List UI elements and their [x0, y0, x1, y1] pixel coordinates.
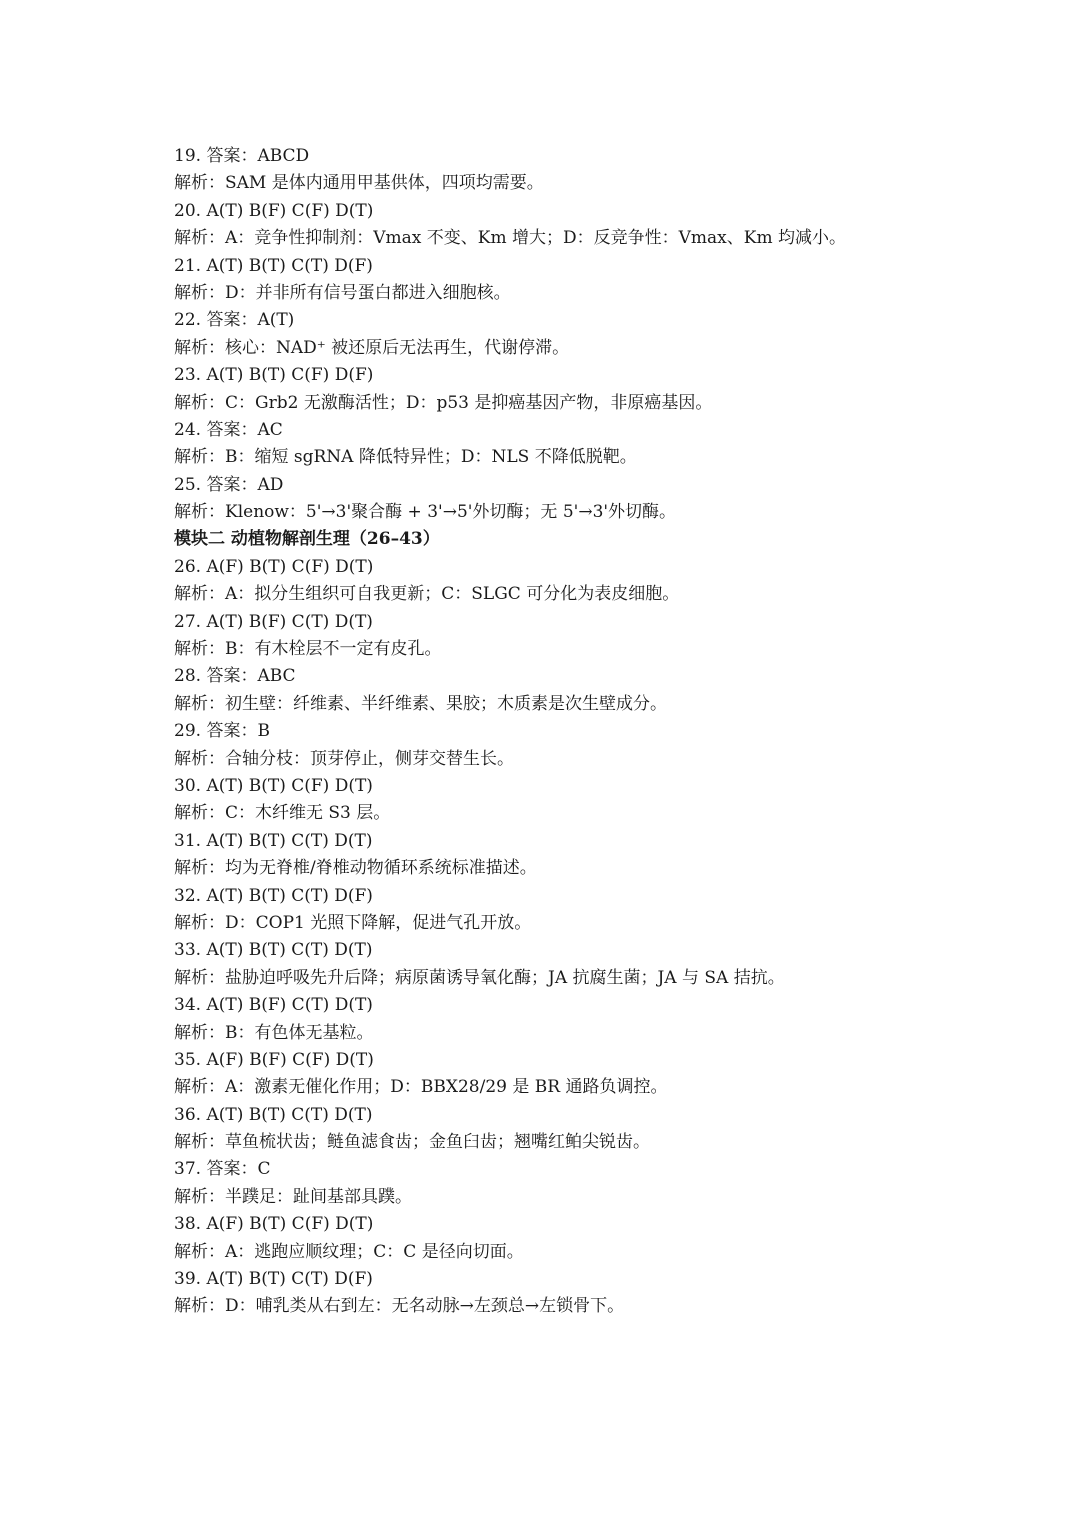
explanation-line: 解析：C：木纤维无 S3 层。	[174, 803, 391, 824]
answer-line: 29. 答案：B	[174, 721, 270, 742]
answer-line: 28. 答案：ABC	[174, 666, 296, 687]
explanation-line: 解析：初生壁：纤维素、半纤维素、果胶；木质素是次生壁成分。	[174, 693, 667, 714]
explanation-line: 解析：SAM 是体内通用甲基供体，四项均需要。	[174, 173, 544, 194]
explanation-line: 解析：B：缩短 sgRNA 降低特异性；D：NLS 不降低脱靶。	[174, 447, 637, 468]
answer-line: 37. 答案：C	[174, 1159, 271, 1180]
answer-line: 26. A(F) B(T) C(F) D(T)	[174, 556, 374, 577]
section-heading: 模块二 动植物解剖生理（26–43）	[174, 529, 440, 550]
answer-line: 31. A(T) B(T) C(T) D(T)	[174, 830, 373, 851]
answer-line: 39. A(T) B(T) C(T) D(F)	[174, 1269, 373, 1290]
explanation-line: 解析：B：有色体无基粒。	[174, 1022, 374, 1043]
answer-line: 32. A(T) B(T) C(T) D(F)	[174, 885, 373, 906]
answer-line: 30. A(T) B(T) C(F) D(T)	[174, 775, 373, 796]
answer-line: 24. 答案：AC	[174, 419, 283, 440]
answer-key-content	[174, 143, 1034, 1321]
answer-line: 20. A(T) B(F) C(F) D(T)	[174, 200, 374, 221]
answer-line: 27. A(T) B(F) C(T) D(T)	[174, 611, 373, 632]
explanation-line: 解析：A：激素无催化作用；D：BBX28/29 是 BR 通路负调控。	[174, 1077, 668, 1098]
explanation-line: 解析：B：有木栓层不一定有皮孔。	[174, 639, 442, 660]
answer-line: 21. A(T) B(T) C(T) D(F)	[174, 255, 373, 276]
explanation-line: 解析：D：COP1 光照下降解，促进气孔开放。	[174, 912, 532, 933]
explanation-line: 解析：草鱼梳状齿；鲢鱼滤食齿；金鱼臼齿；翘嘴红鲌尖锐齿。	[174, 1132, 650, 1153]
answer-line: 22. 答案：A(T)	[174, 310, 295, 331]
explanation-line: 解析：D：哺乳类从右到左：无名动脉→左颈总→左锁骨下。	[174, 1296, 625, 1317]
answer-line: 34. A(T) B(F) C(T) D(T)	[174, 995, 373, 1016]
answer-line: 19. 答案：ABCD	[174, 146, 310, 166]
answer-line: 23. A(T) B(T) C(F) D(F)	[174, 365, 374, 386]
explanation-line: 解析：A：拟分生组织可自我更新；C：SLGC 可分化为表皮细胞。	[174, 584, 680, 605]
answer-line: 35. A(F) B(F) C(F) D(T)	[174, 1049, 374, 1070]
explanation-line: 解析：盐胁迫呼吸先升后降；病原菌诱导氧化酶；JA 抗腐生菌；JA 与 SA 拮抗。	[174, 967, 785, 988]
answer-line: 36. A(T) B(T) C(T) D(T)	[174, 1104, 373, 1125]
explanation-line: 解析：D：并非所有信号蛋白都进入细胞核。	[174, 282, 511, 303]
explanation-line: 解析：A：逃跑应顺纹理；C：C 是径向切面。	[174, 1241, 524, 1262]
answer-line: 38. A(F) B(T) C(F) D(T)	[174, 1214, 374, 1235]
explanation-line: 解析：均为无脊椎/脊椎动物循环系统标准描述。	[174, 858, 537, 879]
answer-line: 25. 答案：AD	[174, 474, 284, 495]
explanation-line: 解析：Klenow：5'→3'聚合酶 + 3'→5'外切酶；无 5'→3'外切酶。	[174, 502, 677, 523]
explanation-line: 解析：A：竞争性抑制剂：Vmax 不变、Km 增大；D：反竞争性：Vmax、Km 均减小。	[174, 228, 846, 249]
explanation-line: 解析：核心：NAD⁺ 被还原后无法再生，代谢停滞。	[174, 337, 570, 358]
explanation-line: 解析：合轴分枝：顶芽停止，侧芽交替生长。	[174, 748, 514, 769]
answer-line: 33. A(T) B(T) C(T) D(T)	[174, 940, 373, 961]
explanation-line: 解析：C：Grb2 无激酶活性；D：p53 是抑癌基因产物，非原癌基因。	[174, 392, 713, 413]
explanation-line: 解析：半蹼足：趾间基部具蹼。	[174, 1186, 412, 1207]
